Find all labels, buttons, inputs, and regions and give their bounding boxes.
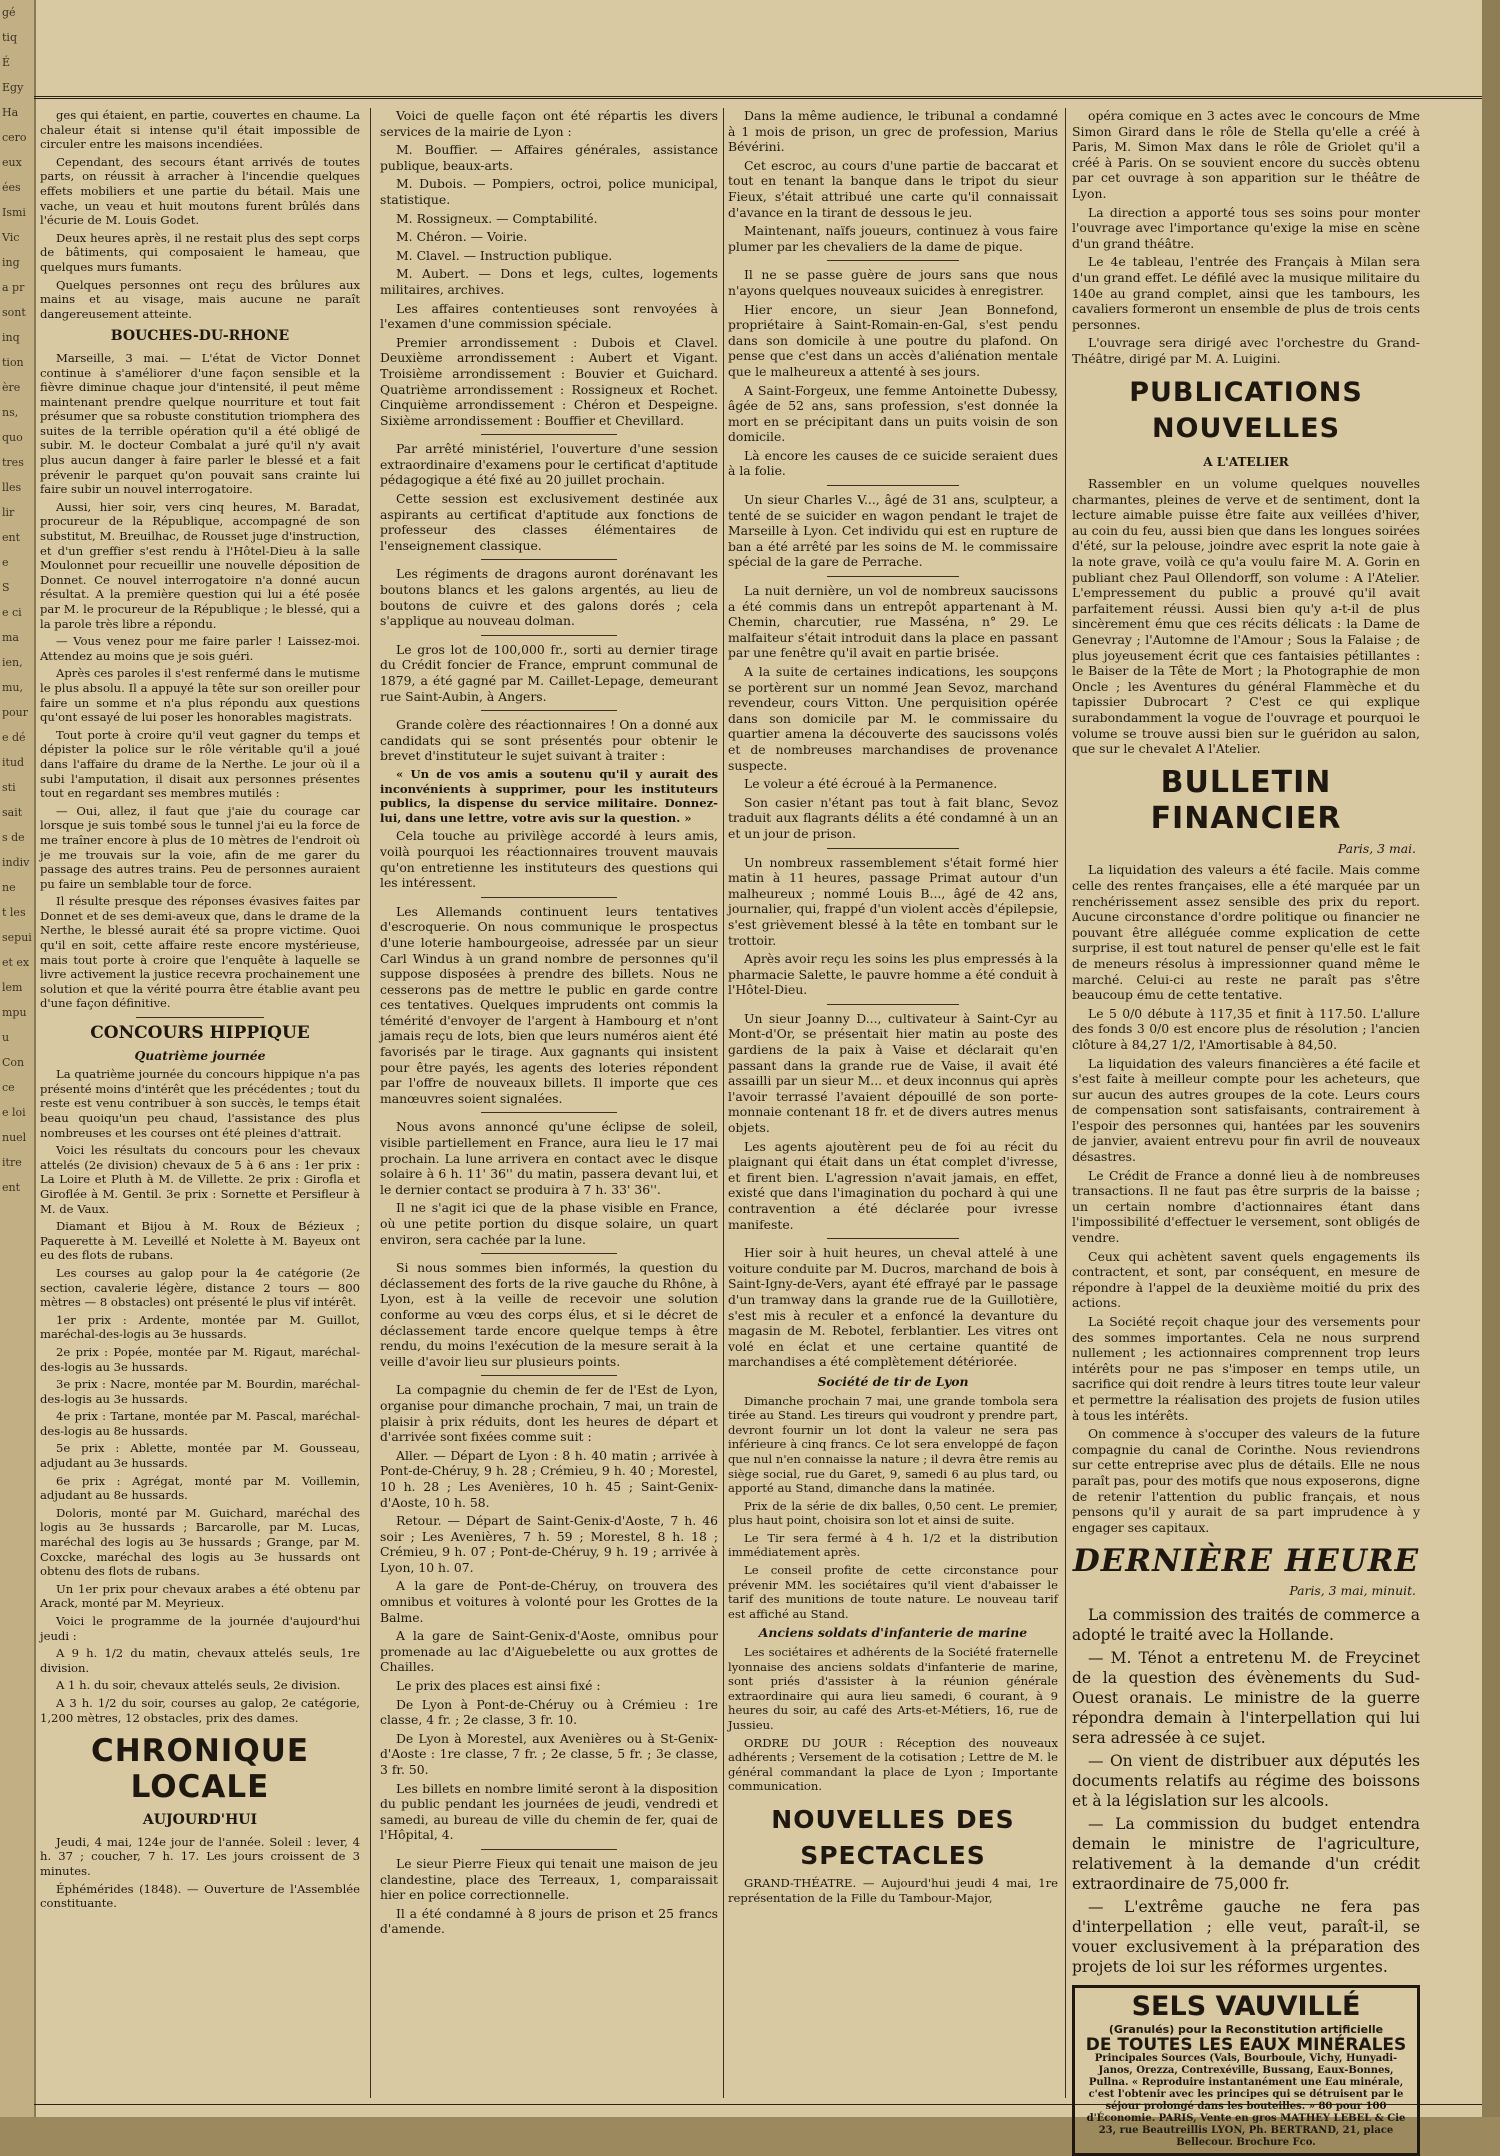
strip-fragment: É [2,56,11,69]
divider [827,485,959,486]
strip-fragment: S [2,581,10,594]
paragraph: Marseille, 3 mai. — L'état de Victor Donnet continue à s'améliorer d'une façon sensible et la fièvre diminue chaque jour d'intensité, il peut même maintenant prendre quelque nourriture et tout fait présumer que sa robuste constitution triomphera des suites de la terrible opération qu'il a été obligé de subir. M. le docteur Combalat a juré qu'il n'y avait plus aucun danger à faire parler le blessé et a fait prévenir le parquet qu'on pouvait sans crainte lui faire subir un nouvel interrogatoire. [40,350,360,497]
paragraph: Le voleur a été écroué à la Permanence. [744,776,998,792]
paragraph: Voici le programme de la journée d'aujourd'hui jeudi : [40,1614,360,1643]
column-4 [1072,108,1420,2149]
paragraph: M. Aubert. — Dons et legs, cultes, logements militaires, archives. [380,266,718,297]
section-heading: CONCOURS HIPPIQUE [90,1023,310,1044]
strip-fragment: e loi [2,1106,26,1119]
strip-fragment: lem [2,981,23,994]
paragraph: La liquidation des valeurs a été facile. Mais comme celle des rentes françaises, elle a été marquée par un renchérissement assez sensible des prix du report. Aucune circonstance d'ordre politique ou financier ne pouvant être alléguée comme explication de cette surprise, il est tout naturel de penser qu'elle est le fait de meneurs résolus à impressionner quand même le marché. Celui-ci au reste ne paraît pas s'être beaucoup ému de cette tentative. [1072,862,1420,1003]
paragraph: L'ouvrage sera dirigé avec l'orchestre du Grand-Théâtre, dirigé par M. A. Luigini. [1072,335,1420,366]
paragraph: Le Tir sera fermé à 4 h. 1/2 et la distribution immédiatement après. [728,1530,1058,1560]
paragraph: Cette session est exclusivement destinée aux aspirants au certificat d'aptitude aux fonctions de professeur des classes élémentaires de l'enseignement classique. [380,491,718,553]
paragraph: Les courses au galop pour la 4e catégorie (2e section, cavalerie légère, distance 2 tours — 800 mètres — 8 obstacles) ont présenté le plus vif intérêt. [40,1265,360,1310]
section-heading: BULLETIN FINANCIER [1150,764,1342,836]
paragraph: GRAND-THÉATRE. — Aujourd'hui jeudi 4 mai, 1re représentation de la Fille du Tambour-Major, [728,1875,1058,1905]
strip-fragment: ées [2,181,21,194]
paragraph: Maintenant, naïfs joueurs, continuez à vous faire plumer par les chevaliers de la dame de pique. [728,223,1058,254]
paragraph: 1er prix : Ardente, montée par M. Guillot, maréchal-des-logis au 3e hussards. [40,1312,360,1342]
paragraph: La liquidation des valeurs financières a été facile et s'est faite à meilleur compte pour les acheteurs, que sur aucun des autres groupes de la cote. Leurs cours de compensation sont satisfaisants, contrairement à l'espoir des personnes qui, hantées par les souvenirs de janvier, avaient entrevu pour fin avril de nouveaux désastres. [1072,1055,1420,1165]
paragraph: M. Dubois. — Pompiers, octroi, police municipal, statistique. [380,176,718,207]
paragraph: ges qui étaient, en partie, couvertes en chaume. La chaleur était si intense qu'il était impossible de circuler entre les maisons incendiées. [40,108,360,152]
strip-fragment: e [2,556,9,569]
strip-fragment: pour [2,706,29,719]
paragraph: Hier soir à huit heures, un cheval attelé à une voiture conduite par M. Ducros, marchand de bois à Saint-Igny-de-Vers, ayant été effrayé par le passage d'un tramway dans la grande rue de la Guillotière, s'est mis à reculer et a enfoncé la devanture du magasin de M. Rebotel, ferblantier. Les vitres ont volé en éclat et une certaine quantité de marchandises a été complètement détériorée. [728,1245,1058,1370]
strip-fragment: ent [2,1181,21,1194]
paragraph: Le 4e tableau, l'entrée des Français à Milan sera d'un grand effet. Le défilé avec la musique militaire du 140e au grand complet, ainsi que les tambours, les cavaliers formeront un ensemble de plus de trois cents personnes. [1072,254,1420,332]
paragraph: Il a été condamné à 8 jours de prison et 25 francs d'amende. [380,1905,718,1937]
paragraph: A Saint-Forgeux, une femme Antoinette Dubessy, âgée de 52 ans, sans profession, s'est donnée la mort en se précipitant dans un puits voisin de son domicile. [728,382,1058,445]
paragraph: A la gare de Pont-de-Chéruy, on trouvera des omnibus et voitures à volonté pour les Grottes de la Balme. [380,1578,718,1625]
paragraph: Éphémérides (1848). — Ouverture de l'Assemblée constituante. [40,1881,360,1911]
paragraph: Un sieur Charles V..., âgé de 31 ans, sculpteur, a tenté de se suicider en wagon pendant le trajet de Marseille à Lyon. Cet individu qui est en rupture de ban a été arrêté par les soins de M. le commissaire spécial de la gare de Perrache. [728,492,1058,570]
paragraph: A 1 h. du soir, chevaux attelés seuls, 2e division. [56,1678,341,1693]
column-rule [370,108,371,2098]
paragraph: — L'extrême gauche ne fera pas d'interpellation ; elle veut, paraît-il, se vouer exclusivement à la préparation des projets de loi sur les réformes urgentes. [1072,1897,1420,1976]
paragraph: Le gros lot de 100,000 fr., sorti au dernier tirage du Crédit foncier de France, emprunt communal de 1879, a été gagné par M. Caillet-Lepage, demeurant rue Saint-Aubin, à Angers. [380,641,718,704]
paragraph: Les régiments de dragons auront dorénavant les boutons blancs et les galons argentés, au lieu de boutons de cuivre et des galons dorés ; cela s'applique au nouveau dolman. [380,566,718,629]
paragraph: — Oui, allez, il faut que j'aie du courage car lorsque je suis tombé sous le tunnel j'ai eu la force de me traîner encore à plus de 10 mètres de l'endroit où je me trouvais sur la voie, afin de me garer du passage des autres trains. Peu de personnes auraient pu faire un semblable tour de force. [40,803,360,891]
strip-fragment: inq [2,331,20,344]
paragraph: Il résulte presque des réponses évasives faites par Donnet et de ses demi-aveux que, dans le drame de la Nerthe, le blessé aurait été sa propre victime. Quoi qu'il en soit, cette affaire reste encore mystérieuse, mais tout porte à croire que l'enquête à laquelle se livre activement la justice recevra prochainement une solution et que la vérité pourra être établie avant peu d'une façon définitive. [40,894,360,1011]
strip-fragment: itud [2,756,25,769]
paragraph: « Un de vos amis a soutenu qu'il y aurait des inconvénients à supprimer, pour les instituteurs publics, la dispense du service militaire. Donnez-lui, dans une lettre, votre avis sur la question. » [380,766,718,825]
strip-fragment: ien, [2,656,23,669]
paragraph: Après avoir reçu les soins les plus empressés à la pharmacie Salette, le pauvre homme a été conduit à l'Hôtel-Dieu. [728,951,1058,998]
strip-fragment: ma [2,631,19,644]
column-1 [40,108,360,2098]
paragraph: Doloris, monté par M. Guichard, maréchal des logis au 3e hussards ; Barcarolle, par M. Lucas, maréchal des logis au 3e hussards ; Grange, par M. Coxcke, maréchal des logis au 3e hussards ont obtenu des flots de rubans. [40,1505,360,1579]
divider [481,897,616,898]
paragraph: La commission des traités de commerce a adopté le traité avec la Hollande. [1072,1605,1420,1644]
paragraph: ORDRE DU JOUR : Réception des nouveaux adhérents ; Versement de la cotisation ; Lettre de M. le général commandant la place de Lyon ; Importante communication. [728,1735,1058,1794]
paragraph: Là encore les causes de ce suicide seraient dues à la folie. [728,447,1058,479]
strip-fragment: ent [2,531,21,544]
paragraph: — La commission du budget entendra demain le ministre de l'agriculture, relativement à la demande d'un crédit extraordinaire de 75,000 fr. [1072,1814,1420,1893]
paragraph: Grande colère des réactionnaires ! On a donné aux candidats qui se sont présentés pour obtenir le brevet d'instituteur le sujet suivant à traiter : [380,717,718,764]
section-subheading: Société de tir de Lyon [817,1373,969,1389]
paragraph: Les agents ajoutèrent peu de foi au récit du plaignant qui était dans un état complet d'ivresse, et firent bien. L'agression n'avait jamais, en effet, existé que dans l'imagination du pochard à qui une contravention a été déclarée pour ivresse manifeste. [728,1138,1058,1232]
divider [481,635,616,636]
section-heading: NOUVELLES DES SPECTACLES [771,1804,1015,1870]
divider [481,434,616,435]
paragraph: A 3 h. 1/2 du soir, courses au galop, 2e catégorie, 1,200 mètres, 12 obstacles, prix des dames. [40,1695,360,1725]
divider [481,1375,616,1376]
strip-fragment: ns, [2,406,19,419]
section-heading: DERNIÈRE HEURE [1072,1543,1420,1580]
strip-fragment: Ha [2,106,19,119]
divider [481,710,616,711]
paragraph: 5e prix : Ablette, montée par M. Gousseau, adjudant au 3e hussards. [40,1441,360,1471]
paragraph: Deux heures après, il ne restait plus des sept corps de bâtiments, qui composaient le hameau, que quelques murs fumants. [40,230,360,274]
strip-fragment: nuel [2,1131,27,1144]
paragraph: De Lyon à Morestel, aux Avenières ou à St-Genix-d'Aoste : 1re classe, 7 fr. ; 2e classe, 5 fr. ; 3e classe, 3 fr. 50. [380,1730,718,1777]
paragraph: Il ne s'agit ici que de la phase visible en France, où une petite portion du disque solaire, un quart environ, sera cachée par la lune. [380,1200,718,1247]
paragraph: Le prix des places est ainsi fixé : [396,1678,601,1694]
paragraph: Tout porte à croire qu'il veut gagner du temps et dépister la police sur le rôle véritable qu'il a joué dans l'affaire du drame de la Nerthe. Le jour où il a subi l'amputation, il disait aux personnes présentes tout en regardant ses membres mutilés : [40,727,360,801]
paragraph: M. Bouffier. — Affaires générales, assistance publique, beaux-arts. [380,142,718,173]
paragraph: Un 1er prix pour chevaux arabes a été obtenu par Arack, monté par M. Meyrieux. [40,1581,360,1611]
paragraph: Premier arrondissement : Dubois et Clavel. Deuxième arrondissement : Aubert et Vigant. Troisième arrondissement : Bouvier et Guichard. Quatrième arrondissement : Rossigneux et Rochet. Cinquième arrondissement : Chéron et Despeigne. Sixième arrondissement : Bouffier et Chevillard. [380,334,718,428]
paragraph: La quatrième journée du concours hippique n'a pas présenté moins d'intérêt que les précédentes ; tout du reste est venu contribuer à son succès, le temps était beau quoiqu'un peu chaud, l'assistance des plus nombreuses et les courses ont été pleines d'attrait. [40,1067,360,1140]
paragraph: Prix de la série de dix balles, 0,50 cent. Le premier, plus haut point, choisira son lot et ainsi de suite. [728,1498,1058,1528]
strip-fragment: tion [2,356,24,369]
strip-fragment: Egy [2,81,24,94]
strip-fragment: indiv [2,856,30,869]
paragraph: 2e prix : Popée, montée par M. Rigaut, maréchal-des-logis au 3e hussards. [40,1344,360,1374]
paragraph: A 9 h. 1/2 du matin, chevaux attelés seuls, 1re division. [40,1646,360,1675]
paragraph: Le sieur Pierre Fieux qui tenait une maison de jeu clandestine, place des Terreaux, 1, comparaissait hier en police correctionnelle. [380,1855,718,1903]
paragraph: Les affaires contentieuses sont renvoyées à l'examen d'une commission spéciale. [380,300,718,332]
strip-fragment: ne [2,881,16,894]
divider [481,559,616,560]
strip-fragment: eux [2,156,22,169]
paragraph: Si nous sommes bien informés, la question du déclassement des forts de la rive gauche du Rhône, à Lyon, est à la veille de recevoir une solution conforme au vœu des corps élus, et si le décret de déclassement tarde encore quelque temps à être rendu, du moins l'exécution de la mesure serait à la veille d'avoir lieu sur plusieurs points. [380,1260,718,1369]
paragraph: — Vous venez pour me faire parler ! Laissez-moi. Attendez au moins que je sois guéri. [40,634,360,663]
strip-fragment: tiq [2,31,17,44]
paragraph: Un sieur Joanny D..., cultivateur à Saint-Cyr au Mont-d'Or, se présentait hier matin au poste des gardiens de la paix à Vaise et déclarait qu'en passant dans la grande rue de Vaise, il avait été assailli par un sieur M... et deux inconnus qui après l'avoir terrassé l'avaient dépouillé de son porte-monnaie contenant 18 fr. et de divers autres menus objets. [728,1010,1058,1136]
strip-fragment: Ismi [2,206,26,219]
paragraph: Le conseil profite de cette circonstance pour prévenir MM. les sociétaires qu'il vient d'abaisser le tarif des munitions de toute nature. Le nouveau tarif est affiché au Stand. [728,1563,1058,1621]
paragraph: Cet escroc, au cours d'une partie de baccarat et tout en tenant la banque dans le tripot du sieur Fieux, s'était attribué une carte qu'il connaissait d'avance en la tirant de dessous le jeu. [728,157,1058,220]
binding-edge [1482,0,1500,2117]
adjacent-page-strip [0,0,36,2117]
strip-fragment: Vic [2,231,20,244]
paragraph: La Société reçoit chaque jour des versements pour des sommes importantes. Cela ne nous surprend nullement ; les actionnaires comprennent trop leurs intérêts pour ne pas s'imposer en temps utile, un sacrifice qui doit rendre à leurs titres toute leur valeur et permettre la réalisation des projets de fusion utiles à tous les intérêts. [1072,1314,1420,1423]
ad-headline: DE TOUTES LES EAUX MINÉRALES [1085,2034,1407,2055]
divider [136,1017,264,1018]
section-heading: BOUCHES-DU-RHONE [110,328,290,345]
section-heading: PUBLICATIONS NOUVELLES [1129,376,1363,444]
strip-fragment: cero [2,131,27,144]
section-subheading: AUJOURD'HUI [142,1812,258,1829]
paragraph: Les sociétaires et adhérents de la Société fraternelle lyonnaise des anciens soldats d'infanterie de marine, sont priés d'assister à la réunion générale extraordinaire qui aura lieu samedi, 6 courant, à 9 heures du soir, au café des Arts-et-Métiers, 16, rue de Jussieu. [728,1645,1058,1732]
strip-fragment: mpu [2,1006,27,1019]
column-3 [728,108,1058,2098]
strip-fragment: sti [2,781,16,794]
section-subheading: Quatrième journée [134,1047,266,1063]
strip-fragment: mu, [2,681,24,694]
strip-fragment: itre [2,1156,22,1169]
strip-fragment: e ci [2,606,22,619]
paragraph: Les Allemands continuent leurs tentatives d'escroquerie. On nous communique le prospectus d'une loterie hambourgeoise, adressée par un sieur Carl Windus à un grand nombre de personnes qu'il suppose disposées à prendre des billets. Nous ne cesserons pas de mettre le public en garde contre ces tentatives. Quelques imprudents ont commis la témérité d'envoyer de l'argent à Hambourg et n'ont jamais reçu de lots, bien que leurs numéros aient été favorisés par le tirage. Aux gagnants qui insistent pour être payés, les agents des loteries répondent par l'offre de nouveaux billets. Il importe que ces manœuvres soient signalées. [380,903,718,1106]
paragraph: A la suite de certaines indications, les soupçons se portèrent sur un nommé Jean Sevoz, marchand revendeur, cours Vitton. Une perquisition opérée dans son domicile par M. le commissaire du quartier amena la découverte des saucissons volés et de nombreuses marchandises de provenance suspecte. [728,664,1058,773]
divider [827,1004,959,1005]
column-rule [1065,108,1066,2098]
paragraph: Par arrêté ministériel, l'ouverture d'une session extraordinaire d'examens pour le certificat d'aptitude pédagogique a été fixé au 20 juillet prochain. [380,441,718,488]
paragraph: Il ne se passe guère de jours sans que nous n'ayons quelques nouveaux suicides à enregistrer. [728,267,1058,298]
paragraph: 4e prix : Tartane, montée par M. Pascal, maréchal-des-logis au 8e hussards. [40,1409,360,1438]
paragraph: Après ces paroles il s'est renfermé dans le mutisme le plus absolu. Il a appuyé la tête sur son oreiller pour faire un somme et n'a plus répondu aux questions qu'ont essayé de lui poser les honorables magistrats. [40,666,360,725]
strip-fragment: gé [2,6,16,19]
paragraph: Un nombreux rassemblement s'était formé hier matin à 11 heures, passage Primat autour d'un malheureux ; nommé Louis B..., âgé de 42 ans, journalier, qui, frappé d'un violent accès d'épilepsie, s'est grièvement blessé à la tête en tombant sur le trottoir. [728,854,1058,948]
paragraph: Dans la même audience, le tribunal a condamné à 1 mois de prison, un grec de profession, Marius Bévérini. [728,108,1058,155]
strip-fragment: sont [2,306,26,319]
dateline: Paris, 3 mai. [1337,840,1416,856]
strip-fragment: quo [2,431,23,444]
ad-subtitle: (Granulés) pour la Reconstitution artificielle [1108,2022,1384,2036]
strip-fragment: et ex [2,956,30,969]
paragraph: La compagnie du chemin de fer de l'Est de Lyon, organise pour dimanche prochain, 7 mai, un train de plaisir à prix réduits, dont les heures de départ et d'arrivée sont fixées comme suit : [380,1382,718,1445]
divider [827,576,959,577]
paragraph: Son casier n'étant pas tout à fait blanc, Sevoz traduit aux flagrants délits a été condamné à un an et un jour de prison. [728,794,1058,841]
paragraph: A la gare de Saint-Genix-d'Aoste, omnibus pour promenade au lac d'Aiguebelette ou aux grottes de Chailles. [380,1628,718,1675]
paragraph: Les billets en nombre limité seront à la disposition du public pendant les journées de jeudi, vendredi et samedi, au bureau de ville du chemin de fer, quai de l'Hôpital, 4. [380,1780,718,1843]
paragraph: Dimanche prochain 7 mai, une grande tombola sera tirée au Stand. Les tireurs qui voudront y prendre part, devront fournir un lot dont la valeur ne sera pas inférieure à cinq francs. Ce lot sera enveloppé de façon que nul n'en connaisse la nature ; il devra être remis au siège social, rue du Garet, 9, samedi 6 au plus tard, ou apporté au Stand, dimanche dans la matinée. [728,1393,1058,1496]
paragraph: Voici de quelle façon ont été répartis les divers services de la mairie de Lyon : [380,108,718,139]
strip-fragment: e dé [2,731,26,744]
strip-fragment: s de [2,831,25,844]
paragraph: Jeudi, 4 mai, 124e jour de l'année. Soleil : lever, 4 h. 37 ; coucher, 7 h. 17. Les jours croissent de 3 minutes. [40,1834,360,1878]
paragraph: Le Crédit de France a donné lieu à de nombreuses transactions. Il ne faut pas être surpris de la baisse ; un certain nombre d'actionnaires étant dans l'impossibilité d'effectuer le versement, sont obligés de vendre. [1072,1167,1420,1246]
strip-fragment: ing [2,256,20,269]
section-heading: CHRONIQUE LOCALE [90,1733,310,1806]
ad-body: Principales Sources (Vals, Bourboule, Vichy, Hunyadi-Janos, Orezza, Contrexéville, Bussang, Eaux-Bonnes, Pullna. « Reproduire instantanément une Eau minérale, c'est l'obtenir avec les principes qui se détruisent par le séjour prolongé dans les bouteilles. » 80 pour 100 d'Économie. PARIS, Vente en gros MATHEY LEBEL & Cie 23, rue Beautreillis LYON, Ph. BERTRAND, 21, place Bellecour. Brochure Fco. [1086,2053,1406,2149]
paragraph: Aussi, hier soir, vers cinq heures, M. Baradat, procureur de la République, accompagné de son substitut, M. Breuilhac, de Rousset juge d'instruction, et d'un greffier s'est rendu à l'Hôtel-Dieu à la salle Moulonnet pour recueillir une nouvelle déposition de Donnet. Ce nouvel interrogatoire n'a donné aucun résultat. A la première question qui lui a été posée par M. le procureur de la République ; le blessé, qui a la parole très libre a répondu. [40,499,360,631]
paragraph: Cependant, des secours étant arrivés de toutes parts, on réussit à arracher à l'incendie quelques effets mobiliers et une partie du bétail. Mais une vache, un veau et huit moutons furent brûlés dans l'écurie de M. Louis Godet. [40,154,360,228]
strip-fragment: t les [2,906,26,919]
paragraph: Retour. — Départ de Saint-Genix-d'Aoste, 7 h. 46 soir ; Les Avenières, 7 h. 59 ; Morestel, 8 h. 18 ; Crémieu, 9 h. 07 ; Pont-de-Chéruy, 9 h. 19 ; arrivée à Lyon, 10 h. 07. [380,1513,718,1575]
divider [481,1253,616,1254]
strip-fragment: lles [2,481,22,494]
paragraph: opéra comique en 3 actes avec le concours de Mme Simon Girard dans le rôle de Stella qu'elle a créé à Paris, M. Simon Max dans le rôle de Griolet qu'il a créé à Paris. On se souvient encore du succès obtenu par cet ouvrage à son apparition sur le théâtre de Lyon. [1072,108,1420,201]
paragraph: 3e prix : Nacre, montée par M. Bourdin, maréchal-des-logis au 3e hussards. [40,1377,360,1406]
strip-fragment: sepui [2,931,32,944]
paragraph: Quelques personnes ont reçu des brûlures aux mains et au visage, mais aucune ne paraît dangereusement atteinte. [40,277,360,321]
ad-title: SELS VAUVILLÉ [1131,1990,1361,2022]
section-subheading: Anciens soldats d'infanterie de marine [758,1625,1028,1641]
column-rule [723,108,724,2098]
divider [827,260,959,261]
paragraph: Hier encore, un sieur Jean Bonnefond, propriétaire à Saint-Romain-en-Gal, s'est pendu dans son domicile à une poutre du plafond. On pense que c'est dans un accès d'aliénation mentale que le malheureux a attenté à ses jours. [728,301,1058,379]
advertisement [1072,1985,1420,2156]
paragraph: Aller. — Départ de Lyon : 8 h. 40 matin ; arrivée à Pont-de-Chéruy, 9 h. 28 ; Crémieu, 9 h. 40 ; Morestel, 10 h. 28 ; Les Avenières, 10 h. 45 ; Saint-Genix-d'Aoste, 10 h. 58. [380,1447,718,1510]
paragraph: La direction a apporté tous ses soins pour monter l'ouvrage avec l'importance qu'exige la mise en scène d'un grand théâtre. [1072,204,1420,251]
paragraph: Ceux qui achètent savent quels engagements ils contractent, et sont, par conséquent, en mesure de répondre à l'appel de la deuxième moitié du prix des actions. [1072,1248,1420,1311]
paragraph: M. Chéron. — Voirie. [396,229,528,245]
paragraph: La nuit dernière, un vol de nombreux saucissons a été commis dans un entrepôt appartenant à M. Chemin, charcutier, rue Masséna, n° 29. Le malfaiteur s'était introduit dans la place en passant par une fenêtre qu'il avait en partie brisée. [728,583,1058,661]
paragraph: — On vient de distribuer aux députés les documents relatifs au régime des boissons et à la législation sur les alcools. [1072,1751,1420,1810]
paragraph: De Lyon à Pont-de-Chéruy ou à Crémieu : 1re classe, 4 fr. ; 2e classe, 3 fr. 10. [380,1696,718,1728]
paragraph: On commence à s'occuper des valeurs de la future compagnie du canal de Corinthe. Nous reviendrons sur cette entreprise avec plus de détails. Elle ne nous paraît pas, pour des motifs que nous exposerons, digne de retenir l'attention du public français, et nous pensons qu'il y aurait de sa part imprudence à y engager ses capitaux. [1072,1426,1420,1535]
paragraph: 6e prix : Agrégat, monté par M. Voillemin, adjudant au 8e hussards. [40,1473,360,1503]
paragraph: M. Clavel. — Instruction publique. [396,247,613,263]
paragraph: Nous avons annoncé qu'une éclipse de soleil, visible partiellement en France, aura lieu le 17 mai prochain. La lune arrivera en contact avec le disque solaire à 6 h. 11' 36'' du matin, passera devant lui, et le dernier contact se produira à 7 h. 33' 36''. [380,1119,718,1197]
strip-fragment: ère [2,381,21,394]
paragraph: Cela touche au privilège accordé à leurs amis, voilà pourquoi les réactionnaires trouvent mauvais qu'on entretienne les instituteurs des questions qui les intéressent. [380,828,718,891]
paragraph: — M. Ténot a entretenu M. de Freycinet de la question des évènements du Sud-Ouest oranais. Le ministre de la guerre répondra demain à l'interpellation qui lui sera adressée à ce sujet. [1072,1648,1420,1747]
strip-fragment: Con [2,1056,25,1069]
column-2 [380,108,718,2098]
divider [481,1112,616,1113]
divider [827,848,959,849]
strip-fragment: tres [2,456,24,469]
strip-fragment: a pr [2,281,25,294]
paragraph: Voici les résultats du concours pour les chevaux attelés (2e division) chevaux de 5 à 6 ans : 1er prix : La Loire et Pluth à M. de Villette. 2e prix : Girofla et Giroflée à M. Gentil. 3e prix : Sornette et Persifleur à M. de Vaux. [40,1143,360,1216]
paragraph: Diamant et Bijou à M. Roux de Bézieux ; Paquerette à M. Leveillé et Nolette à M. Bayeux ont eu des flots de rubans. [40,1219,360,1263]
divider [481,1849,616,1850]
paragraph: Rassembler en un volume quelques nouvelles charmantes, pleines de verve et de sentiment, dont la lecture aimable puisse être faite aux veillées d'hiver, au coin du feu, aussi bien que dans les longues soirées d'été, sur la pelouse, joindre avec esprit la note gaie à la note grave, voilà ce qu'a voulu faire M. A. Gorin en publiant chez Paul Ollendorff, son volume : A l'Atelier. L'empressement du public a prouvé qu'il avait parfaitement réussi. Aussi bien qu'y a-t-il de plus sincèrement ému que ces récits délicats : la Dame de Genevray ; l'Automne de l'Amour ; Sous la Falaise ; de plus joyeusement écrit que ces fantaisies pétillantes : le Baiser de la Tête de Mort ; la Photographie de mon Oncle ; les Aventures du général Flammèche et du tapissier Dubrocart ? C'est ce qui explique surabondamment la vogue de l'ouvrage et pourquoi le volume se trouve aussi bien sur le guéridon au salon, que sur le chevalet A l'Atelier. [1072,476,1420,757]
strip-fragment: sait [2,806,23,819]
paragraph: Le 5 0/0 débute à 117,35 et finit à 117.50. L'allure des fonds 3 0/0 est encore plus de résolution ; l'ancien clôture à 84,27 1/2, l'Amortisable à 84,50. [1072,1005,1420,1052]
paragraph: M. Rossigneux. — Comptabilité. [396,210,598,226]
section-subheading: A L'ATELIER [1203,454,1289,469]
divider [827,1238,959,1239]
top-rule [34,96,1482,99]
strip-fragment: u [2,1031,10,1044]
strip-fragment: ce [2,1081,15,1094]
dateline: Paris, 3 mai, minuit. [1289,1583,1416,1599]
strip-fragment: lir [2,506,15,519]
